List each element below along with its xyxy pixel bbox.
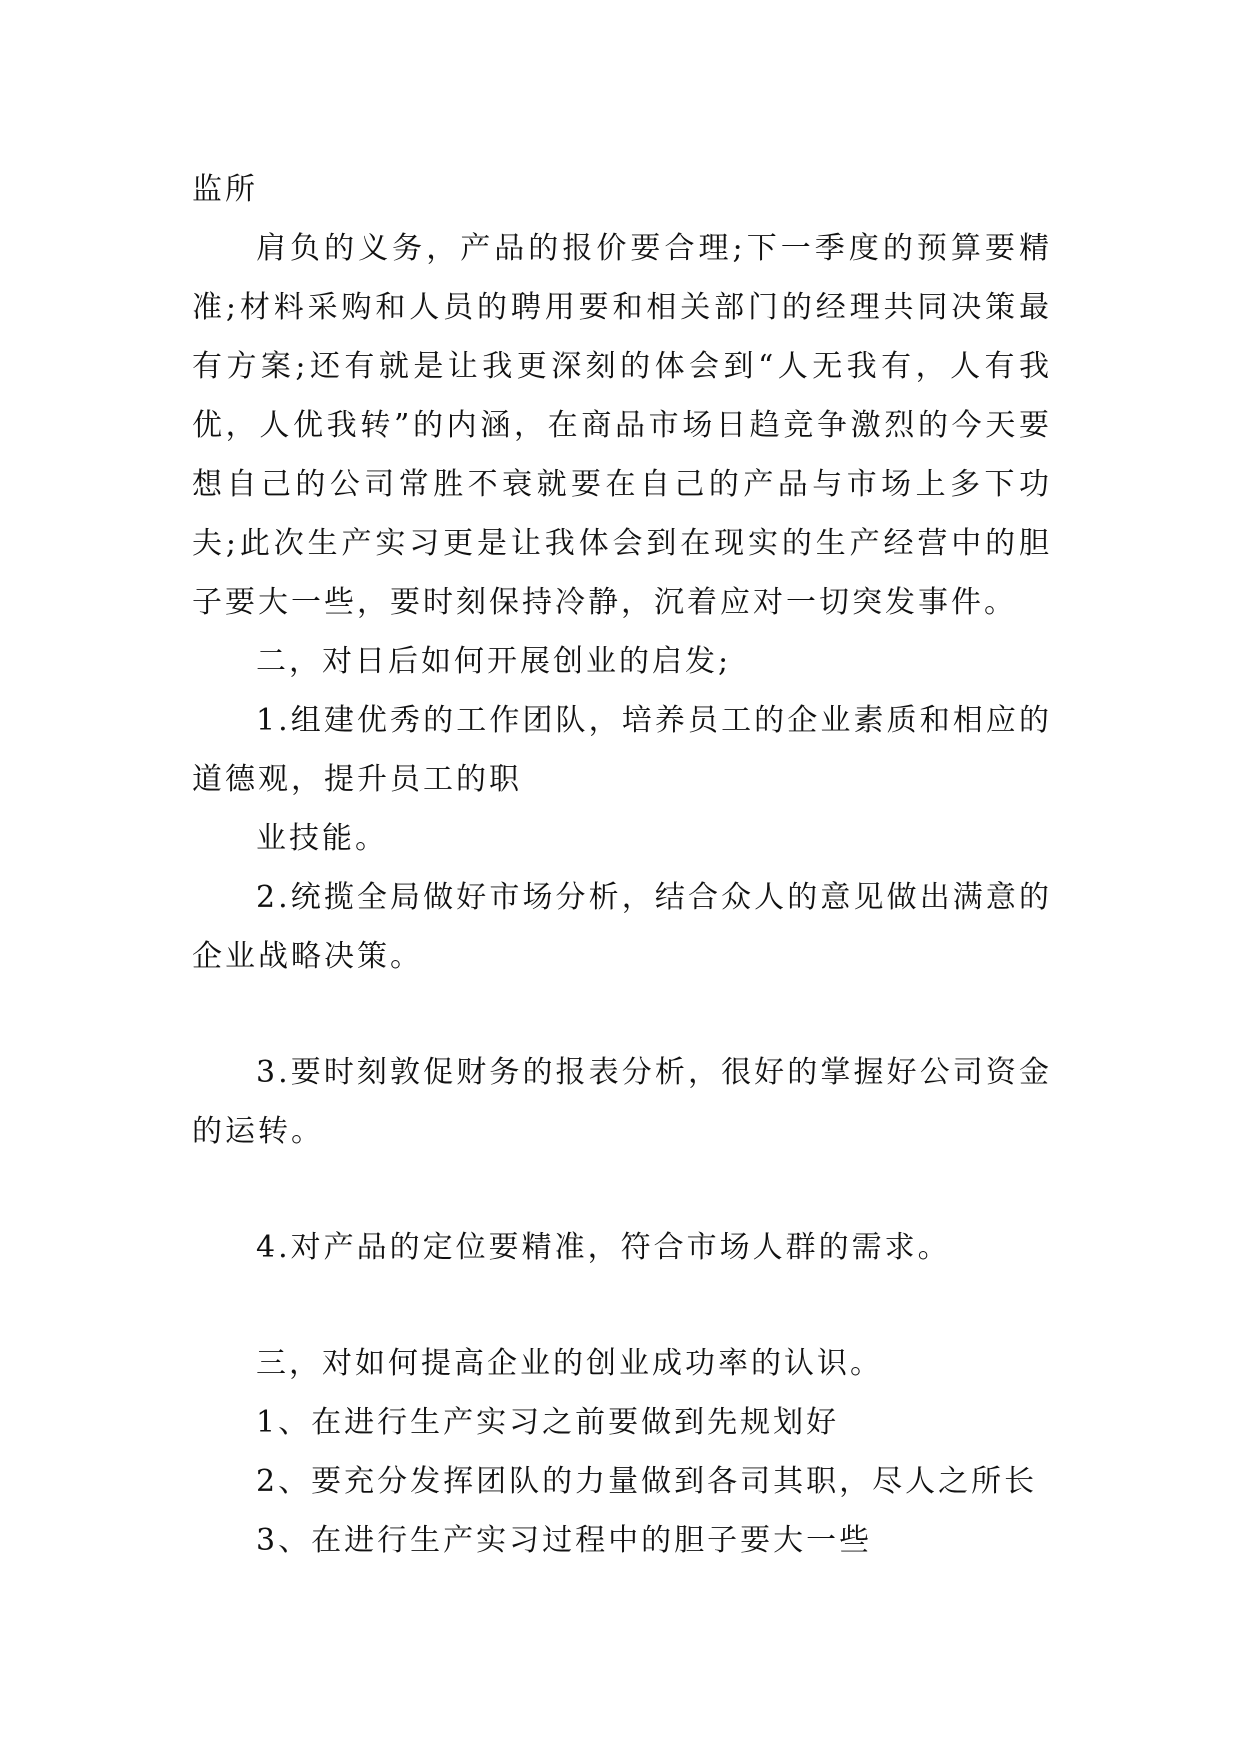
section-heading-two: 二，对日后如何开展创业的启发; [256,644,732,679]
list-item-2: 2.统揽全局做好市场分析，结合众人的意见做出满意的企业战略决策。 [192,880,1052,974]
list-item-1-continued: 业技能。 [256,821,388,856]
paragraph-obligations: 肩负的义务，产品的报价要合理;下一季度的预算要精准;材料采购和人员的聘用要和相关部门的经理共同决策最有方案;还有就是让我更深刻的体会到“人无我有，人有我优，人优我转”的内涵，在商品市场日趋竞争激烈的今天要想自己的公司常胜不衰就要在自己的产品与市场上多下功夫;此次生产实习更是让我体会到在现实的生产经营中的胆子要大一些，要时刻保持冷静，沉着应对一切突发事件。 [192,231,1052,620]
list-item-3: 3.要时刻敦促财务的报表分析，很好的掌握好公司资金的运转。 [192,1055,1052,1149]
list-item-three-1: 1、在进行生产实习之前要做到先规划好 [256,1405,840,1440]
list-item-4: 4.对产品的定位要精准，符合市场人群的需求。 [256,1230,951,1265]
document-body [192,160,1052,1570]
list-item-1: 1.组建优秀的工作团队，培养员工的企业素质和相应的道德观，提升员工的职 [192,703,1052,797]
paragraph-fragment: 监所 [192,172,258,207]
section-heading-three: 三，对如何提高企业的创业成功率的认识。 [256,1346,883,1381]
list-item-three-3: 3、在进行生产实习过程中的胆子要大一些 [256,1523,873,1558]
list-item-three-2: 2、要充分发挥团队的力量做到各司其职，尽人之所长 [256,1464,1038,1499]
